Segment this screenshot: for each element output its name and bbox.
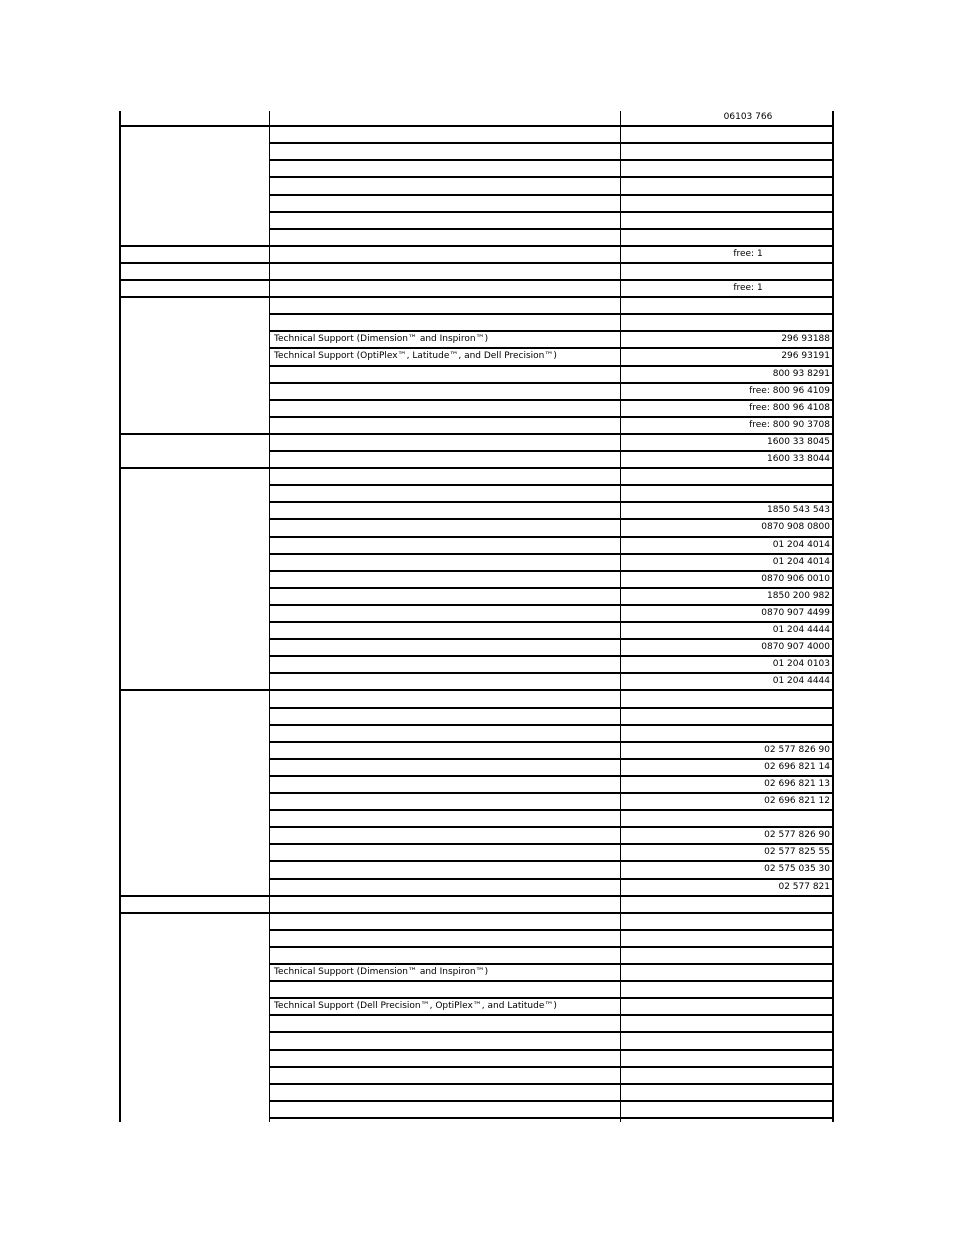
phone-number: 1600 33 8044 (767, 454, 830, 464)
row-rule (269, 1100, 834, 1102)
phone-number: 01 204 0103 (772, 659, 830, 669)
phone-number: 02 696 821 14 (764, 762, 830, 772)
country-rule (119, 433, 269, 435)
phone-number: 01 204 4444 (772, 625, 830, 635)
row-rule (269, 707, 834, 709)
phone-number: 0870 908 0800 (761, 522, 830, 532)
row-rule (269, 279, 834, 281)
country-rule (119, 689, 269, 691)
phone-number: 01 204 4014 (772, 540, 830, 550)
phone-number: 02 577 826 90 (764, 830, 830, 840)
phone-number: 1600 33 8045 (767, 437, 830, 447)
row-rule (269, 587, 834, 589)
row-rule (269, 228, 834, 230)
phone-number: 296 93191 (781, 351, 830, 361)
row-rule (269, 775, 834, 777)
phone-number: 02 577 826 90 (764, 745, 830, 755)
row-rule (269, 826, 834, 828)
row-rule (269, 809, 834, 811)
phone-number: 800 93 8291 (772, 369, 830, 379)
row-rule (269, 741, 834, 743)
phone-number: free: 1 (733, 249, 763, 259)
row-rule (269, 689, 834, 691)
row-rule (269, 570, 834, 572)
service-label: Technical Support (Dimension™ and Inspiron™) (274, 967, 489, 977)
row-rule (269, 963, 834, 965)
service-label: Technical Support (Dell Precision™, OptiPlex™, and Latitude™) (274, 1001, 557, 1011)
country-rule (119, 296, 269, 298)
row-rule (269, 433, 834, 435)
row-rule (269, 860, 834, 862)
row-rule (269, 467, 834, 469)
phone-number: free: 800 90 3708 (749, 420, 830, 430)
row-rule (269, 1031, 834, 1033)
row-rule (269, 1117, 834, 1119)
phone-number: 02 696 821 12 (764, 796, 830, 806)
row-rule (269, 655, 834, 657)
service-label: Technical Support (OptiPlex™, Latitude™, and Dell Precision™) (274, 351, 557, 361)
phone-number: 02 577 825 55 (764, 847, 830, 857)
row-rule (269, 946, 834, 948)
row-rule (269, 792, 834, 794)
country-rule (119, 279, 269, 281)
row-rule (269, 262, 834, 264)
row-rule (269, 878, 834, 880)
country-rule (119, 895, 269, 897)
row-rule (269, 365, 834, 367)
phone-number: free: 800 96 4109 (749, 386, 830, 396)
row-rule (269, 1014, 834, 1016)
row-rule (269, 724, 834, 726)
row-rule (269, 672, 834, 674)
row-rule (269, 211, 834, 213)
row-rule (269, 912, 834, 914)
row-rule (269, 929, 834, 931)
phone-number: 02 575 035 30 (764, 864, 830, 874)
row-rule (269, 604, 834, 606)
row-rule (269, 501, 834, 503)
row-rule (269, 843, 834, 845)
row-rule (269, 416, 834, 418)
phone-number: free: 800 96 4108 (749, 403, 830, 413)
row-rule (269, 245, 834, 247)
service-label: Technical Support (Dimension™ and Inspiron™) (274, 334, 489, 344)
row-rule (269, 518, 834, 520)
phone-number: 1850 200 982 (767, 591, 830, 601)
country-rule (119, 467, 269, 469)
phone-number: 01 204 4014 (772, 557, 830, 567)
row-rule (269, 484, 834, 486)
row-rule (269, 621, 834, 623)
country-rule (119, 912, 269, 914)
row-rule (269, 194, 834, 196)
row-rule (269, 1083, 834, 1085)
phone-number: 0870 907 4000 (761, 642, 830, 652)
row-rule (269, 159, 834, 161)
row-rule (269, 382, 834, 384)
phone-number: 01 204 4444 (772, 676, 830, 686)
row-rule (269, 638, 834, 640)
country-rule (119, 262, 269, 264)
row-rule (269, 296, 834, 298)
row-rule (269, 895, 834, 897)
row-rule (269, 1066, 834, 1068)
row-rule (269, 142, 834, 144)
row-rule (269, 347, 834, 349)
row-rule (269, 536, 834, 538)
country-rule (119, 125, 269, 127)
phone-number: 06103 766 (723, 112, 773, 122)
phone-number: 0870 906 0010 (761, 574, 830, 584)
phone-number: 02 696 821 13 (764, 779, 830, 789)
phone-number: free: 1 (733, 283, 763, 293)
row-rule (269, 330, 834, 332)
row-rule (269, 1049, 834, 1051)
row-rule (269, 399, 834, 401)
row-rule (269, 553, 834, 555)
phone-number: 02 577 821 (778, 882, 830, 892)
row-rule (269, 313, 834, 315)
phone-number: 1850 543 543 (767, 505, 830, 515)
country-rule (119, 245, 269, 247)
row-rule (269, 125, 834, 127)
row-rule (269, 758, 834, 760)
phone-number: 296 93188 (781, 334, 830, 344)
phone-number: 0870 907 4499 (761, 608, 830, 618)
row-rule (269, 997, 834, 999)
row-rule (269, 980, 834, 982)
row-rule (269, 176, 834, 178)
row-rule (269, 450, 834, 452)
